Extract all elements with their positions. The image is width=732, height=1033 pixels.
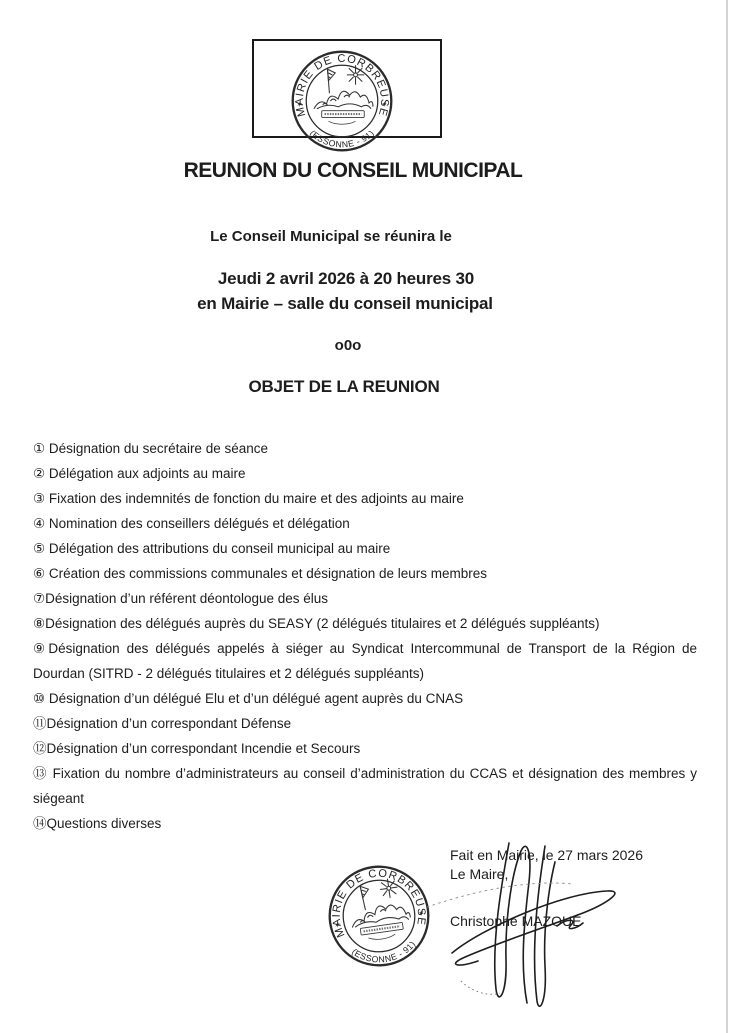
ornamental-separator: o0o [334,337,362,354]
signature-strokes [452,843,615,1006]
footer-signatory-role: Le Maire, [450,866,509,882]
agenda-item-line: ⑥ Création des commissions communales et désignation de leurs membres [33,566,488,581]
agenda-item-line: ⑩ Désignation d’un délégué Elu et d’un délégué agent auprès du CNAS [33,691,464,706]
page-title: REUNION DU CONSEIL MUNICIPAL [183,159,523,182]
agenda-item-line: ⑧Désignation des délégués auprès du SEASY (2 délégués titulaires et 2 délégués suppléants) [33,616,600,631]
footer-place-date: Fait en Mairie, le 27 mars 2026 [450,847,643,863]
agenda-item-line: ② Délégation aux adjoints au maire [33,466,246,481]
agenda-item-line: ⑫Désignation d’un correspondant Incendie et Secours [33,741,361,756]
agenda-item-line: ④ Nomination des conseillers délégués et délégation [33,516,350,531]
agenda-item-line: ⑤ Délégation des attributions du conseil municipal au maire [33,541,391,556]
agenda-item-line: ⑨Désignation des délégués appelés à siéger au Syndicat Intercommunal de Transport de la Région de [33,641,697,656]
signature-scribble [410,835,645,1020]
agenda-item-line: ⑭Questions diverses [33,816,162,831]
signature-flourish-dotted [461,981,500,994]
agenda-item-line: ③ Fixation des indemnités de fonction du maire et des adjoints au maire [33,491,464,506]
agenda-item-line: ① Désignation du secrétaire de séance [33,441,268,456]
footer-signatory-name: Christophe MAZOUÉ [450,913,582,929]
meeting-location: en Mairie – salle du conseil municipal [197,294,493,313]
municipal-seal-top [284,43,400,159]
agenda-item-line: ⑪Désignation d’un correspondant Défense [33,716,292,731]
agenda-item-line: ⑬ Fixation du nombre d’administrateurs au conseil d’administration du CCAS et désignation des membres y [33,766,697,781]
agenda-item-line: ⑦Désignation d’un référent déontologue des élus [33,591,329,606]
agenda-heading: OBJET DE LA REUNION [248,377,440,396]
meeting-intro-line: Le Conseil Municipal se réunira le [210,228,452,245]
agenda-list [33,436,697,836]
agenda-item-line: siégeant [33,791,85,806]
meeting-datetime: Jeudi 2 avril 2026 à 20 heures 30 [217,269,475,288]
agenda-item-line: Dourdan (SITRD - 2 délégués titulaires et 2 délégués suppléants) [33,666,424,681]
scan-edge-artifact [726,0,728,1033]
